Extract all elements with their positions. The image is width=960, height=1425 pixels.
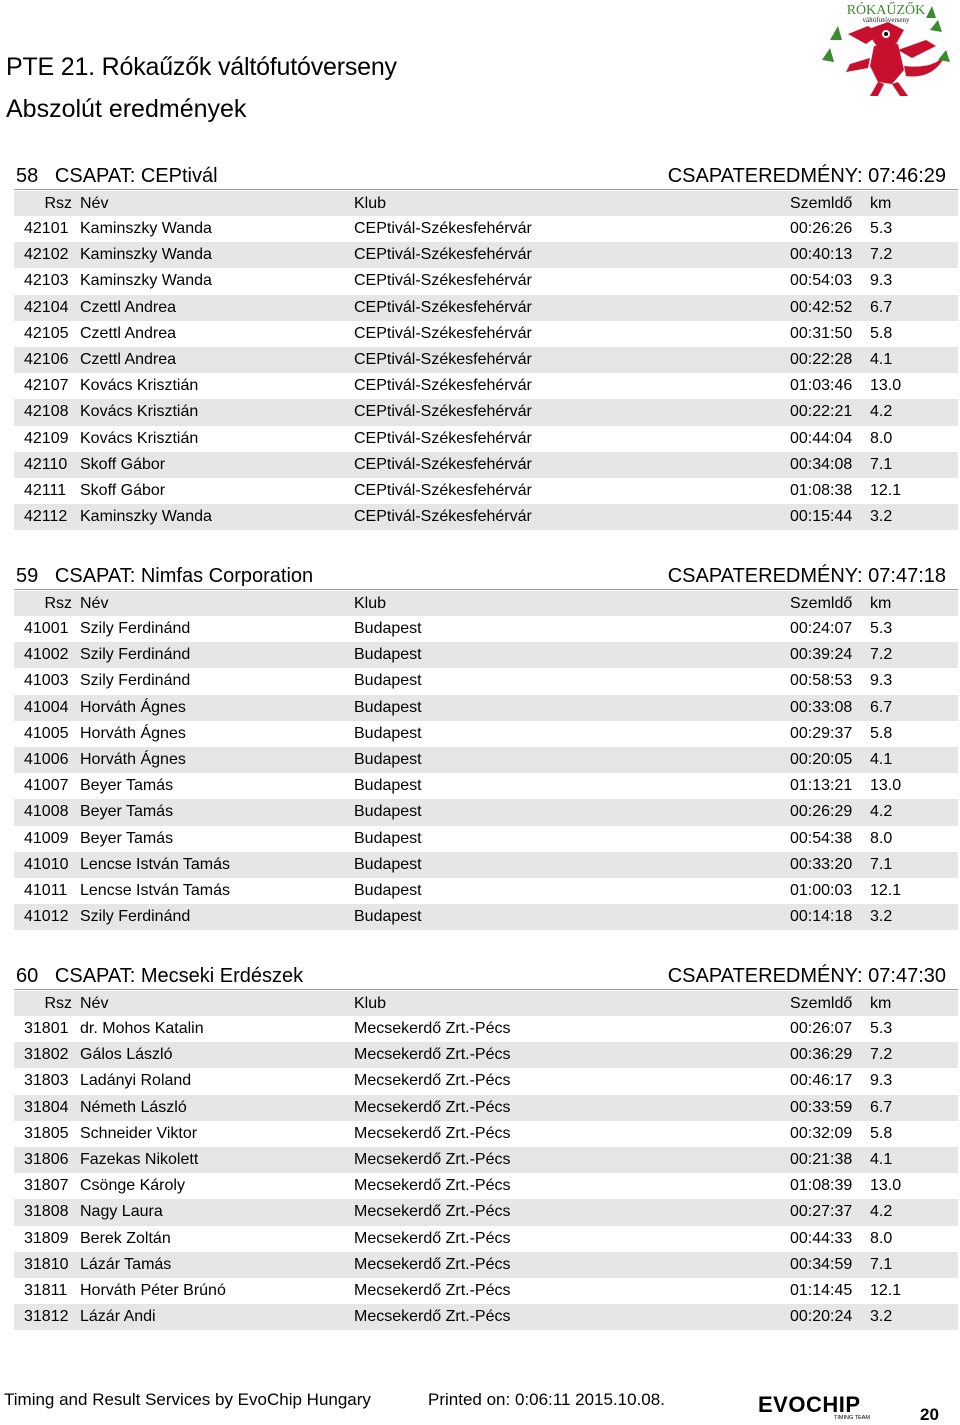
cell-szemido: 01:14:45: [790, 1281, 853, 1299]
cell-rsz: 42112: [24, 508, 68, 526]
cell-szemido: 00:33:08: [790, 698, 853, 716]
cell-rsz: 42101: [24, 220, 69, 237]
logo-title: RÓKAŰZŐK: [846, 3, 926, 18]
cell-km: 12.1: [870, 1281, 902, 1299]
cell-klub: Mecsekerdő Zrt.-Pécs: [354, 1046, 511, 1064]
cell-szemido: 00:26:29: [790, 803, 853, 821]
table-row: [14, 695, 958, 721]
cell-szemido: 00:21:38: [790, 1150, 853, 1168]
team-result: CSAPATEREDMÉNY: 07:47:30: [667, 965, 946, 987]
cell-rsz: 31801: [24, 1020, 69, 1037]
team-result: CSAPATEREDMÉNY: 07:46:29: [667, 165, 946, 187]
cell-nev: Németh László: [80, 1098, 187, 1116]
logo-subtitle: váltófutóverseny: [862, 16, 910, 24]
cell-rsz: 31802: [24, 1046, 69, 1064]
cell-km: 6.7: [870, 298, 893, 316]
cell-klub: Mecsekerdő Zrt.-Pécs: [354, 1124, 511, 1142]
page-footer: [0, 1388, 960, 1423]
cell-nev: Czettl Andrea: [80, 298, 177, 316]
table-row: [14, 268, 958, 294]
table-row: [14, 1147, 958, 1173]
cell-klub: Budapest: [354, 908, 422, 926]
col-header-km: km: [870, 595, 892, 612]
cell-klub: Budapest: [354, 803, 422, 821]
cell-klub: Mecsekerdő Zrt.-Pécs: [354, 1177, 511, 1195]
cell-klub: Budapest: [354, 672, 422, 690]
cell-nev: Horváth Ágnes: [80, 750, 186, 768]
table-row: [14, 426, 958, 452]
table-row: [14, 1068, 958, 1094]
cell-klub: Mecsekerdő Zrt.-Pécs: [354, 1308, 511, 1326]
table-row: [14, 321, 958, 347]
cell-klub: Budapest: [354, 829, 422, 847]
cell-nev: Berek Zoltán: [80, 1229, 171, 1247]
cell-km: 6.7: [870, 698, 893, 716]
cell-klub: CEPtivál-Székesfehérvár: [354, 455, 532, 473]
table-row: [14, 373, 958, 399]
cell-nev: Kovács Krisztián: [80, 429, 199, 447]
cell-km: 4.2: [870, 1203, 893, 1221]
table-row: [14, 878, 958, 904]
cell-rsz: 42111: [24, 481, 67, 499]
cell-km: 7.1: [870, 455, 893, 473]
cell-rsz: 42106: [24, 350, 69, 368]
cell-szemido: 00:20:24: [790, 1308, 853, 1326]
cell-rsz: 42102: [24, 246, 69, 264]
cell-nev: Kaminszky Wanda: [80, 272, 212, 290]
cell-rsz: 41001: [24, 620, 69, 637]
cell-rsz: 41004: [24, 698, 69, 716]
cell-szemido: 00:22:28: [790, 350, 853, 368]
table-row: [14, 1095, 958, 1121]
cell-szemido: 00:31:50: [790, 324, 853, 342]
cell-nev: Horváth Péter Brúnó: [80, 1281, 226, 1299]
cell-szemido: 00:46:17: [790, 1072, 853, 1090]
cell-nev: Beyer Tamás: [80, 803, 174, 821]
table-row: [14, 347, 958, 373]
cell-nev: Szily Ferdinánd: [80, 908, 191, 926]
col-header-szemido: Szemldő: [790, 995, 853, 1012]
cell-km: 5.3: [870, 1020, 893, 1037]
cell-km: 6.7: [870, 1098, 893, 1116]
cell-szemido: 00:34:59: [790, 1255, 853, 1273]
cell-klub: Mecsekerdő Zrt.-Pécs: [354, 1150, 511, 1168]
footer-credit: Timing and Result Services by EvoChip Hungary: [4, 1390, 371, 1409]
cell-rsz: 41006: [24, 750, 69, 768]
table-row: [14, 747, 958, 773]
cell-rsz: 31807: [24, 1177, 69, 1195]
cell-rsz: 42107: [24, 377, 69, 395]
cell-klub: CEPtivál-Székesfehérvár: [354, 246, 532, 264]
cell-klub: Mecsekerdő Zrt.-Pécs: [354, 1020, 511, 1037]
col-header-klub: Klub: [354, 595, 387, 612]
table-row: [14, 1278, 958, 1304]
cell-szemido: 00:32:09: [790, 1124, 853, 1142]
team-result: CSAPATEREDMÉNY: 07:47:18: [667, 565, 946, 587]
cell-km: 5.8: [870, 724, 893, 742]
table-row: [14, 1304, 958, 1330]
cell-szemido: 01:00:03: [790, 881, 853, 899]
cell-szemido: 01:08:38: [790, 481, 853, 499]
cell-klub: Mecsekerdő Zrt.-Pécs: [354, 1229, 511, 1247]
cell-szemido: 00:26:26: [790, 220, 853, 237]
cell-rsz: 31811: [24, 1281, 68, 1299]
table-row: [14, 1199, 958, 1225]
cell-nev: Kaminszky Wanda: [80, 508, 212, 526]
table-row: [14, 721, 958, 747]
table-row: [14, 904, 958, 930]
table-row: [14, 642, 958, 668]
cell-km: 9.3: [870, 672, 893, 690]
table-header-row: [14, 191, 958, 216]
cell-nev: Beyer Tamás: [80, 829, 174, 847]
cell-km: 7.1: [870, 855, 893, 873]
cell-km: 3.2: [870, 508, 893, 526]
cell-nev: Horváth Ágnes: [80, 698, 186, 716]
table-row: [14, 452, 958, 478]
cell-km: 13.0: [870, 777, 902, 795]
cell-nev: Szily Ferdinánd: [80, 620, 191, 637]
cell-rsz: 31808: [24, 1203, 69, 1221]
cell-szemido: 00:33:20: [790, 855, 853, 873]
cell-klub: CEPtivál-Székesfehérvár: [354, 403, 532, 421]
cell-klub: Mecsekerdő Zrt.-Pécs: [354, 1098, 511, 1116]
team-header: [0, 961, 960, 991]
cell-rsz: 41007: [24, 777, 69, 795]
col-header-klub: Klub: [354, 195, 387, 212]
cell-rsz: 42110: [24, 455, 68, 473]
col-header-rsz: Rsz: [44, 195, 72, 212]
cell-nev: dr. Mohos Katalin: [80, 1020, 204, 1037]
cell-szemido: 01:08:39: [790, 1177, 853, 1195]
cell-szemido: 00:54:38: [790, 829, 853, 847]
col-header-km: km: [870, 995, 892, 1012]
cell-rsz: 31809: [24, 1229, 69, 1247]
cell-km: 9.3: [870, 1072, 893, 1090]
col-header-rsz: Rsz: [44, 995, 72, 1012]
results-table: [0, 191, 960, 530]
cell-rsz: 31804: [24, 1098, 69, 1116]
cell-km: 9.3: [870, 272, 893, 290]
cell-nev: Horváth Ágnes: [80, 724, 186, 742]
cell-szemido: 00:22:21: [790, 403, 853, 421]
cell-klub: CEPtivál-Székesfehérvár: [354, 324, 532, 342]
cell-klub: CEPtivál-Székesfehérvár: [354, 481, 532, 499]
cell-km: 12.1: [870, 881, 902, 899]
col-header-rsz: Rsz: [44, 595, 72, 612]
cell-klub: Budapest: [354, 620, 422, 637]
col-header-nev: Név: [80, 995, 109, 1012]
cell-klub: Budapest: [354, 777, 422, 795]
cell-km: 8.0: [870, 429, 893, 447]
cell-km: 5.8: [870, 324, 893, 342]
cell-klub: Budapest: [354, 724, 422, 742]
cell-km: 7.2: [870, 246, 893, 264]
cell-km: 8.0: [870, 1229, 893, 1247]
table-row: [14, 826, 958, 852]
table-header-row: [14, 591, 958, 616]
cell-nev: Skoff Gábor: [80, 455, 166, 473]
cell-km: 4.1: [870, 750, 893, 768]
cell-szemido: 00:40:13: [790, 246, 853, 264]
cell-rsz: 42109: [24, 429, 69, 447]
cell-klub: Budapest: [354, 855, 422, 873]
table-row: [14, 1226, 958, 1252]
cell-nev: Beyer Tamás: [80, 777, 174, 795]
cell-rsz: 31806: [24, 1150, 69, 1168]
col-header-szemido: Szemldő: [790, 595, 853, 612]
team-name: 58 CSAPAT: CEPtivál: [16, 165, 218, 187]
cell-rsz: 41012: [24, 908, 69, 926]
table-row: [14, 216, 958, 242]
cell-rsz: 41002: [24, 646, 69, 664]
cell-szemido: 00:58:53: [790, 672, 853, 690]
cell-klub: Budapest: [354, 646, 422, 664]
cell-rsz: 31810: [24, 1255, 69, 1273]
cell-rsz: 42103: [24, 272, 69, 290]
table-row: [14, 1016, 958, 1042]
cell-km: 3.2: [870, 908, 893, 926]
table-row: [14, 295, 958, 321]
cell-rsz: 42108: [24, 403, 69, 421]
cell-klub: CEPtivál-Székesfehérvár: [354, 508, 532, 526]
cell-nev: Kovács Krisztián: [80, 403, 199, 421]
cell-klub: Mecsekerdő Zrt.-Pécs: [354, 1255, 511, 1273]
cell-nev: Lázár Andi: [80, 1308, 156, 1326]
cell-nev: Ladányi Roland: [80, 1072, 192, 1090]
cell-klub: Budapest: [354, 750, 422, 768]
cell-rsz: 31805: [24, 1124, 69, 1142]
cell-klub: CEPtivál-Székesfehérvár: [354, 298, 532, 316]
cell-rsz: 41011: [24, 881, 68, 899]
cell-rsz: 31812: [24, 1308, 69, 1326]
cell-nev: Gálos László: [80, 1046, 173, 1064]
cell-nev: Skoff Gábor: [80, 481, 166, 499]
cell-nev: Nagy Laura: [80, 1203, 163, 1221]
cell-km: 4.1: [870, 1150, 893, 1168]
table-header-row: [14, 991, 958, 1016]
cell-klub: Mecsekerdő Zrt.-Pécs: [354, 1072, 511, 1090]
cell-klub: Budapest: [354, 881, 422, 899]
team-name: 60 CSAPAT: Mecseki Erdészek: [16, 965, 304, 987]
cell-rsz: 41010: [24, 855, 69, 873]
cell-szemido: 00:29:37: [790, 724, 853, 742]
cell-km: 4.2: [870, 403, 893, 421]
team-section: [0, 161, 960, 530]
results-table: [0, 991, 960, 1330]
team-divider: [14, 589, 958, 590]
results-table: [0, 591, 960, 930]
cell-szemido: 00:33:59: [790, 1098, 853, 1116]
cell-nev: Kaminszky Wanda: [80, 220, 212, 237]
cell-klub: CEPtivál-Székesfehérvár: [354, 220, 532, 237]
cell-szemido: 00:14:18: [790, 908, 853, 926]
cell-szemido: 00:34:08: [790, 455, 853, 473]
page-number: 20: [920, 1405, 939, 1424]
table-row: [14, 1121, 958, 1147]
team-header: [0, 561, 960, 591]
evochip-logo: [758, 1390, 886, 1420]
cell-nev: Lencse István Tamás: [80, 881, 231, 899]
page-subtitle: Abszolút eredmények: [6, 95, 247, 123]
cell-szemido: 00:20:05: [790, 750, 853, 768]
col-header-km: km: [870, 195, 892, 212]
cell-nev: Kaminszky Wanda: [80, 246, 212, 264]
cell-klub: CEPtivál-Székesfehérvár: [354, 377, 532, 395]
cell-szemido: 00:44:33: [790, 1229, 853, 1247]
cell-km: 4.2: [870, 803, 893, 821]
table-row: [14, 668, 958, 694]
cell-nev: Schneider Viktor: [80, 1124, 198, 1142]
cell-szemido: 00:36:29: [790, 1046, 853, 1064]
table-row: [14, 399, 958, 425]
cell-km: 5.3: [870, 620, 893, 637]
table-row: [14, 1173, 958, 1199]
table-row: [14, 1042, 958, 1068]
cell-klub: CEPtivál-Székesfehérvár: [354, 350, 532, 368]
evochip-logo-text: EVOCHIP: [758, 1392, 861, 1417]
table-row: [14, 504, 958, 530]
col-header-szemido: Szemldő: [790, 195, 853, 212]
cell-szemido: 00:27:37: [790, 1203, 853, 1221]
cell-klub: Budapest: [354, 698, 422, 716]
cell-nev: Kovács Krisztián: [80, 377, 199, 395]
cell-rsz: 41005: [24, 724, 69, 742]
cell-km: 13.0: [870, 1177, 902, 1195]
cell-km: 8.0: [870, 829, 893, 847]
footer-printed: Printed on: 0:06:11 2015.10.08.: [428, 1390, 665, 1409]
cell-szemido: 00:24:07: [790, 620, 853, 637]
cell-nev: Czettl Andrea: [80, 350, 177, 368]
cell-klub: CEPtivál-Székesfehérvár: [354, 429, 532, 447]
cell-km: 5.8: [870, 1124, 893, 1142]
team-header: [0, 161, 960, 191]
cell-rsz: 41008: [24, 803, 69, 821]
table-row: [14, 478, 958, 504]
cell-szemido: 00:39:24: [790, 646, 853, 664]
cell-szemido: 00:26:07: [790, 1020, 853, 1037]
cell-km: 4.1: [870, 350, 893, 368]
cell-km: 7.1: [870, 1255, 893, 1273]
table-row: [14, 799, 958, 825]
cell-szemido: 00:42:52: [790, 298, 853, 316]
col-header-klub: Klub: [354, 995, 387, 1012]
cell-km: 3.2: [870, 1308, 893, 1326]
cell-szemido: 00:44:04: [790, 429, 853, 447]
cell-rsz: 42104: [24, 298, 69, 316]
team-divider: [14, 189, 958, 190]
cell-km: 13.0: [870, 377, 902, 395]
cell-rsz: 41003: [24, 672, 69, 690]
cell-szemido: 01:13:21: [790, 777, 853, 795]
cell-nev: Czettl Andrea: [80, 324, 177, 342]
cell-nev: Lázár Tamás: [80, 1255, 172, 1273]
col-header-nev: Név: [80, 195, 109, 212]
cell-rsz: 31803: [24, 1072, 69, 1090]
team-divider: [14, 989, 958, 990]
cell-rsz: 41009: [24, 829, 69, 847]
cell-km: 7.2: [870, 646, 893, 664]
cell-klub: Mecsekerdő Zrt.-Pécs: [354, 1203, 511, 1221]
table-row: [14, 773, 958, 799]
cell-szemido: 00:54:03: [790, 272, 853, 290]
cell-szemido: 01:03:46: [790, 377, 853, 395]
cell-nev: Fazekas Nikolett: [80, 1150, 199, 1168]
table-row: [14, 852, 958, 878]
team-section: [0, 561, 960, 930]
cell-klub: CEPtivál-Székesfehérvár: [354, 272, 532, 290]
rokauzok-logo: [808, 0, 958, 98]
table-row: [14, 1252, 958, 1278]
table-row: [14, 616, 958, 642]
evochip-logo-sub: TIMING TEAM: [834, 1415, 870, 1420]
col-header-nev: Név: [80, 595, 109, 612]
cell-km: 12.1: [870, 481, 902, 499]
team-name: 59 CSAPAT: Nimfas Corporation: [16, 565, 314, 587]
cell-nev: Szily Ferdinánd: [80, 646, 191, 664]
cell-nev: Lencse István Tamás: [80, 855, 231, 873]
cell-nev: Csönge Károly: [80, 1177, 185, 1195]
cell-klub: Mecsekerdő Zrt.-Pécs: [354, 1281, 511, 1299]
page-title: PTE 21. Rókaűzők váltófutóverseny: [6, 53, 397, 81]
table-row: [14, 242, 958, 268]
cell-nev: Szily Ferdinánd: [80, 672, 191, 690]
cell-km: 7.2: [870, 1046, 893, 1064]
team-section: [0, 961, 960, 1330]
cell-szemido: 00:15:44: [790, 508, 853, 526]
cell-rsz: 42105: [24, 324, 69, 342]
cell-km: 5.3: [870, 220, 893, 237]
